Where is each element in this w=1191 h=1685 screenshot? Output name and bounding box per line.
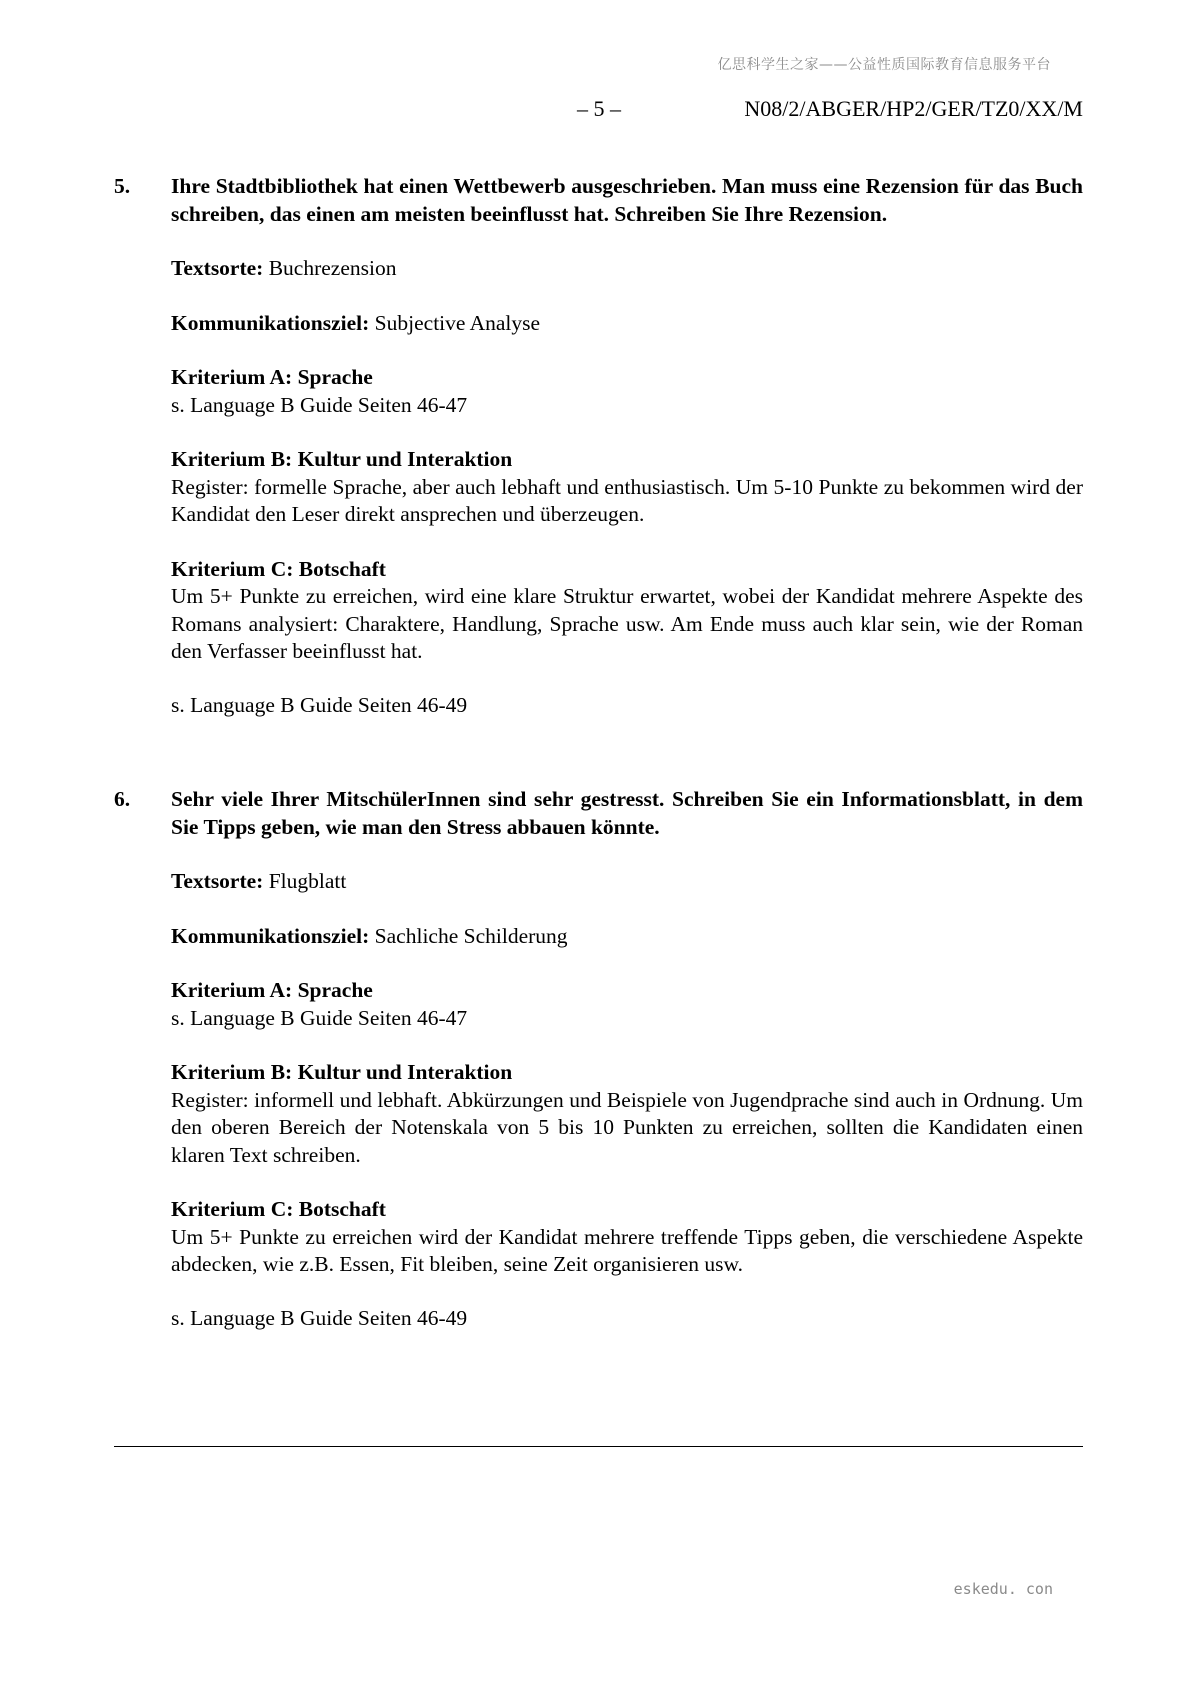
watermark-top: 亿思科学生之家——公益性质国际教育信息服务平台: [717, 57, 1051, 73]
kriterium-b: [171, 446, 1083, 529]
kommunikationsziel-label: Kommunikationsziel:: [171, 923, 370, 948]
textsorte-label: Textsorte:: [171, 869, 264, 893]
kriterium-b-title: Kriterium B: Kultur und Interaktion: [171, 447, 513, 471]
kriterium-b-title: Kriterium B: Kultur und Interaktion: [171, 1060, 513, 1084]
kommunikationsziel-line: [171, 310, 1083, 338]
kommunikationsziel-value: Subjective Analyse: [374, 310, 541, 335]
kriterium-c-title: Kriterium C: Botschaft: [171, 1197, 386, 1221]
question-number: 5.: [114, 174, 131, 198]
guide-reference: s. Language B Guide Seiten 46-49: [171, 692, 468, 717]
kriterium-b-text: Register: informell und lebhaft. Abkürzungen und Beispiele von Jugendprache sind auch in Ordnung. Um den oberen Bereich der Notenskala von 5 bis 10 Punkten zu erreichen, sollten die Kandidaten einen klaren Text schreiben.: [171, 1087, 1083, 1167]
textsorte-label: Textsorte:: [171, 256, 264, 280]
kommunikationsziel-label: Kommunikationsziel:: [171, 310, 370, 335]
textsorte-line: [171, 255, 1083, 283]
question-number: 6.: [114, 787, 131, 811]
kriterium-c-text: Um 5+ Punkte zu erreichen, wird eine klare Struktur erwartet, wobei der Kandidat mehrere Aspekte des Romans analysiert: Charaktere, Handlung, Sprache usw. Am Ende muss auch klar sein, wie der Roman den Verfasser beeinflusst hat.: [171, 584, 1083, 663]
kriterium-b-text: Register: formelle Sprache, aber auch lebhaft und enthusiastisch. Um 5-10 Punkte zu bekommen wird der Kandidat den Leser direkt ansprechen und überzeugen.: [171, 474, 1083, 526]
textsorte-value: Flugblatt: [268, 869, 347, 893]
kriterium-c: [171, 556, 1083, 666]
kriterium-c-text: Um 5+ Punkte zu erreichen wird der Kandidat mehrere treffende Tipps geben, die verschiedene Aspekte abdecken, wie z.B. Essen, Fit bleiben, seine Zeit organisieren usw.: [171, 1224, 1083, 1276]
question-5: [114, 173, 1083, 719]
guide-reference: s. Language B Guide Seiten 46-49: [171, 1305, 468, 1330]
textsorte-value: Buchrezension: [268, 256, 397, 280]
question-prompt: Sehr viele Ihrer MitschülerInnen sind sehr gestresst. Schreiben Sie ein Informationsblatt, in dem Sie Tipps geben, wie man den Stress abbauen könnte.: [171, 787, 1083, 839]
kriterium-a: [171, 364, 1083, 419]
kriterium-a-title: Kriterium A: Sprache: [171, 365, 373, 389]
question-6: [114, 786, 1083, 1332]
question-prompt: Ihre Stadtbibliothek hat einen Wettbewerb ausgeschrieben. Man muss eine Rezension für das Buch schreiben, das einen am meisten beeinflusst hat. Schreiben Sie Ihre Rezension.: [171, 174, 1083, 226]
kriterium-c-title: Kriterium C: Botschaft: [171, 556, 386, 581]
kriterium-a-title: Kriterium A: Sprache: [171, 978, 373, 1002]
footer-divider: [114, 1446, 1083, 1447]
textsorte-line: [171, 868, 1083, 896]
kriterium-a-text: s. Language B Guide Seiten 46-47: [171, 392, 468, 417]
page-number: – 5 –: [577, 96, 621, 121]
kommunikationsziel-value: Sachliche Schilderung: [374, 923, 568, 948]
document-body: [114, 173, 1083, 1332]
document-code: N08/2/ABGER/HP2/GER/TZ0/XX/M: [744, 96, 1083, 121]
kriterium-a-text: s. Language B Guide Seiten 46-47: [171, 1005, 468, 1030]
kriterium-c: [171, 1196, 1083, 1279]
kommunikationsziel-line: [171, 923, 1083, 951]
page-header: [0, 96, 1191, 124]
kriterium-b: [171, 1059, 1083, 1169]
kriterium-a: [171, 977, 1083, 1032]
watermark-bottom: eskedu. con: [953, 1580, 1053, 1598]
